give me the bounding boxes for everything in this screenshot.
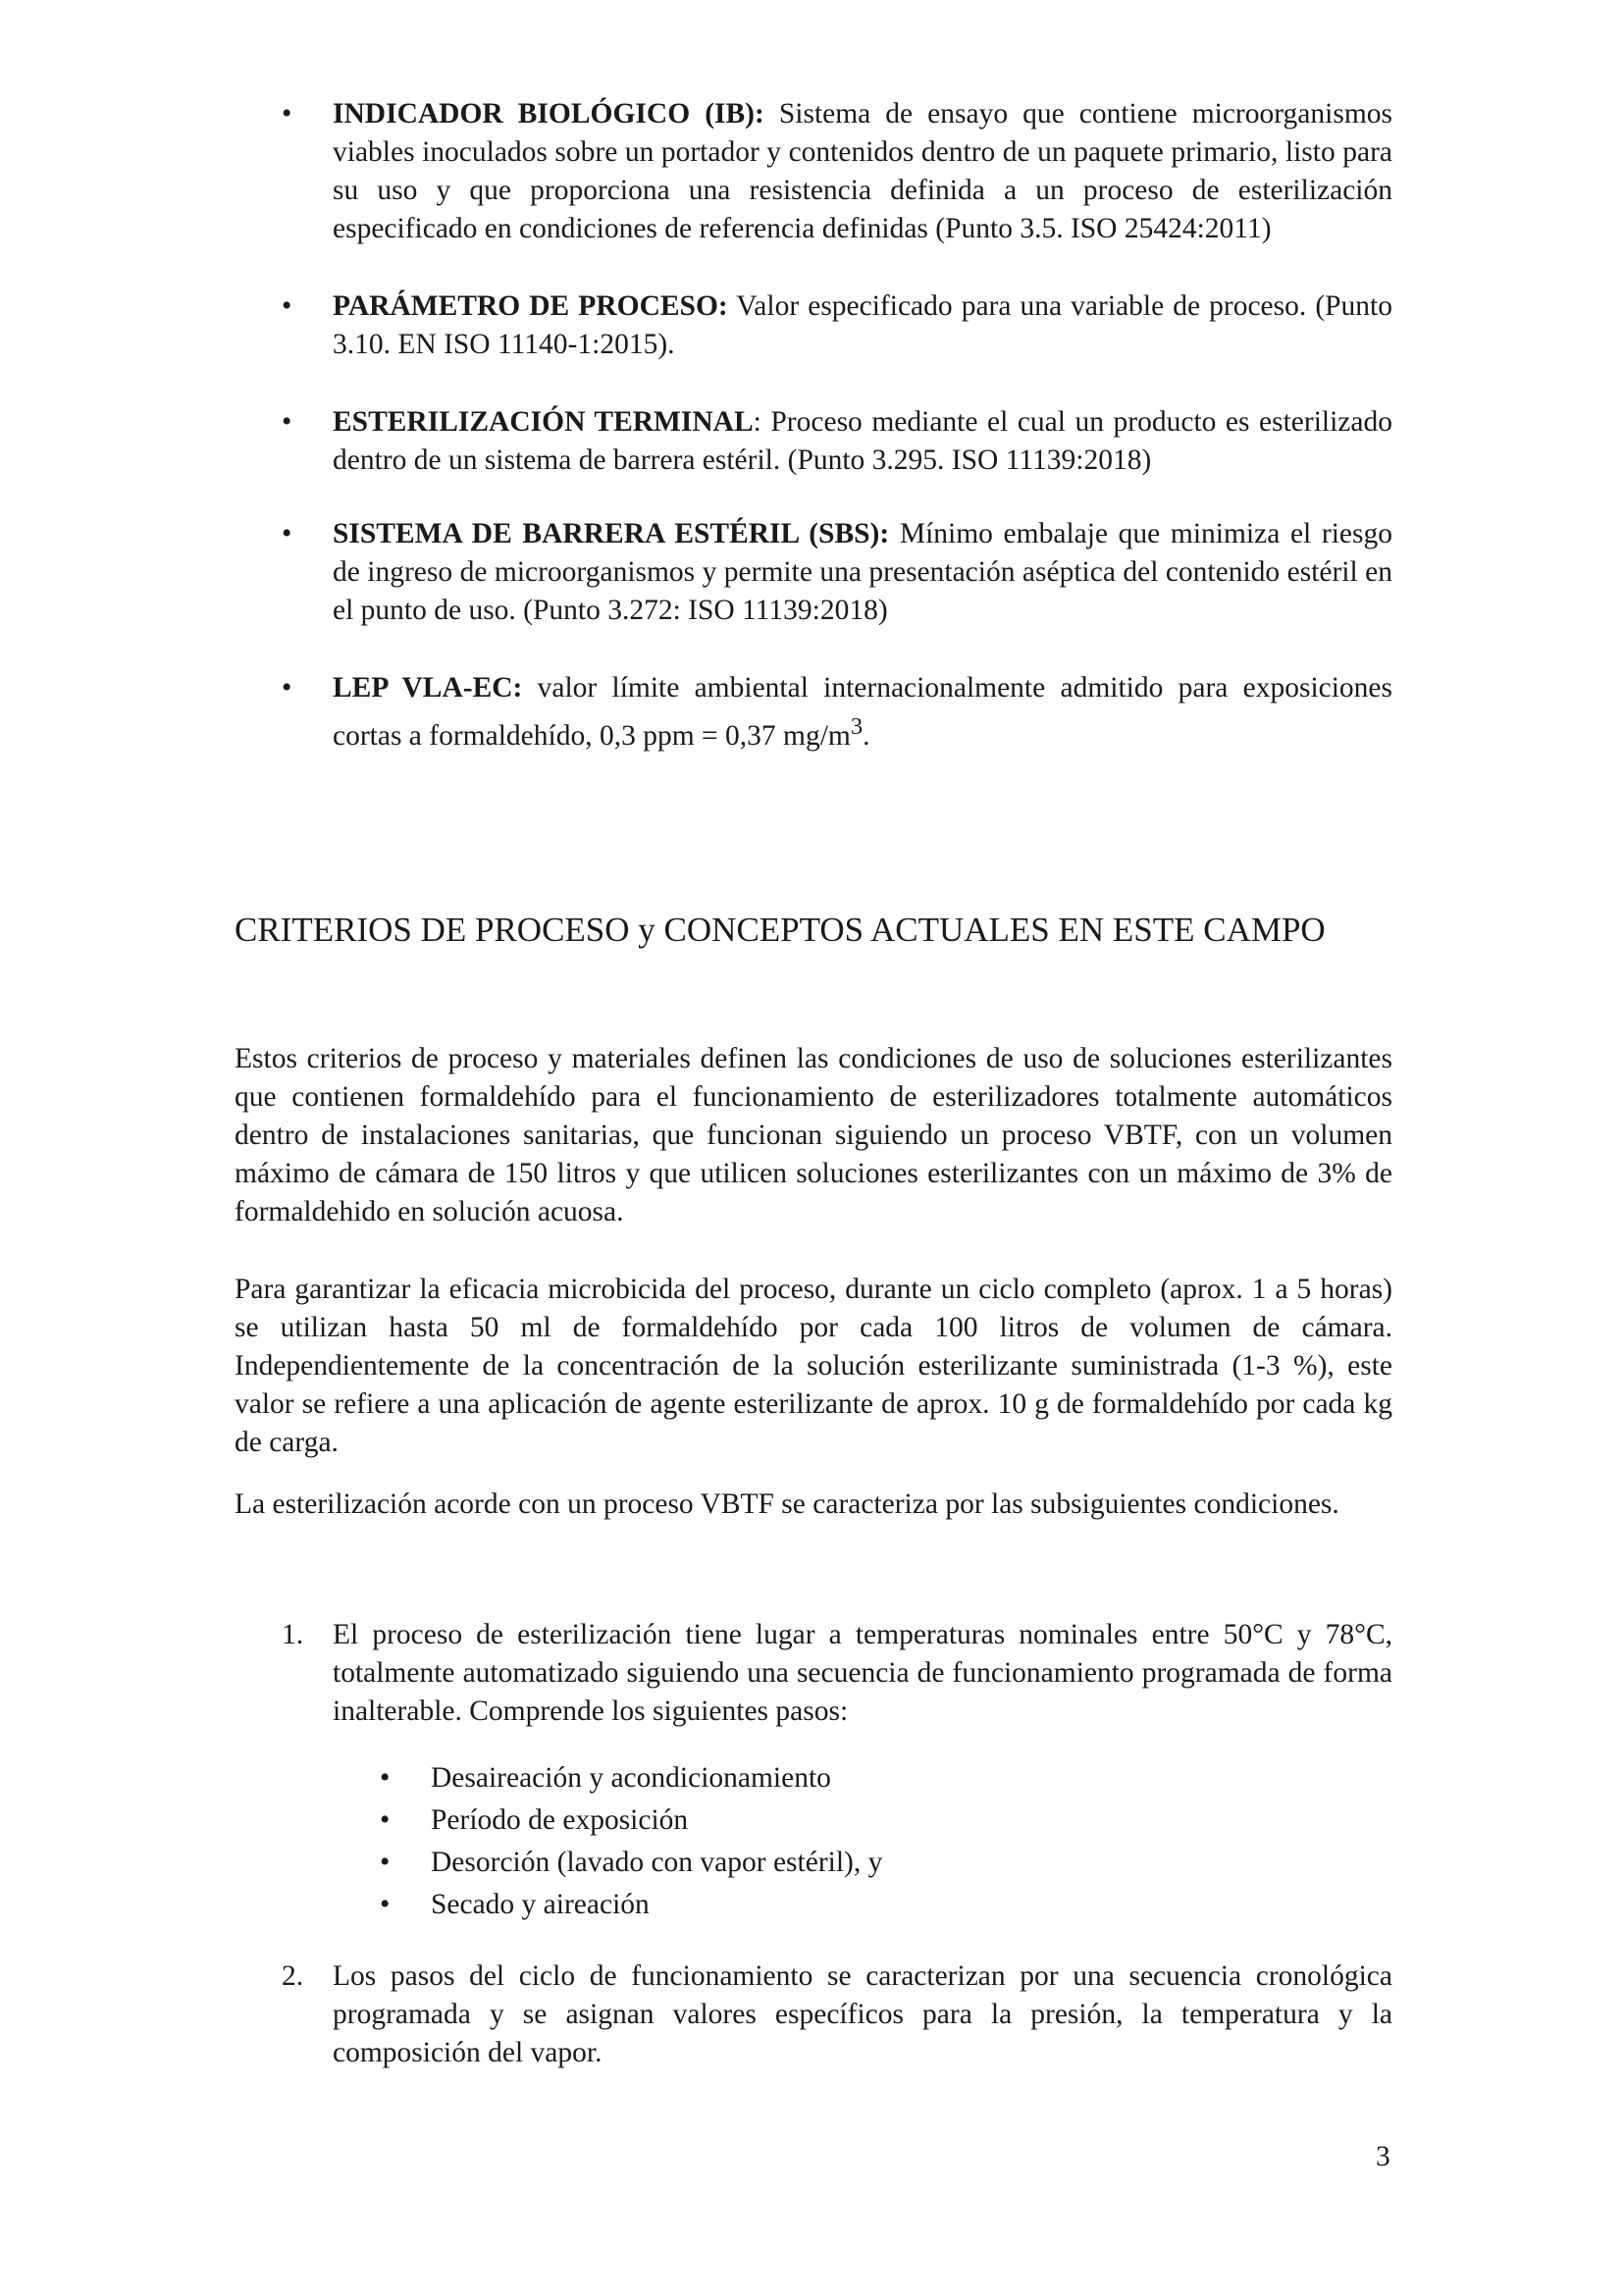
definition-text: Valor especificado para una variable de proceso. (Punto 3.10. EN ISO 11140-1:2015). [333,290,1392,360]
section-heading: CRITERIOS DE PROCESO y CONCEPTOS ACTUALES EN ESTE CAMPO [235,911,1326,949]
definition-text: Mínimo embalaje que minimiza el riesgo de ingreso de microorganismos y permite una presentación aséptica del contenido estéril en el punto de uso. (Punto 3.272: ISO 11139:2018) [333,518,1392,626]
bullet-dot: • [380,1804,391,1836]
item-text: Los pasos del ciclo de funcionamiento se caracterizan por una secuencia cronológica programada y se asignan valores específicos para la presión, la temperatura y la composición del vapor. [333,1960,1392,2068]
item-text: El proceso de esterilización tiene lugar a temperaturas nominales entre 50°C y 78°C, totalmente automatizado siguiendo una secuencia de funcionamiento programada de forma inalterable. Comprende los siguientes pasos: [333,1619,1392,1727]
sub-steps-list [380,1759,882,1928]
definition-term: PARÁMETRO DE PROCESO: [333,290,728,322]
definition-term: SISTEMA DE BARRERA ESTÉRIL (SBS): [333,518,890,549]
paragraph: La esterilización acorde con un proceso VBTF se caracteriza por las subsiguientes condiciones. [235,1488,1339,1520]
bullet-dot: • [380,1762,391,1794]
paragraph: Estos criterios de proceso y materiales definen las condiciones de uso de soluciones esterilizantes que contienen formaldehído para el funcionamiento de esterilizadores totalmente automáticos dentro de instalaciones sanitarias, que funcionan siguiendo un proceso VBTF, con un volumen máximo de cámara de 150 litros y que utilicen soluciones esterilizantes con un máximo de 3% de formaldehido en solución acuosa. [235,1043,1392,1227]
definition-item [282,515,1392,630]
item-number: 2. [282,1960,304,1992]
numbered-item [282,1957,1392,2072]
bullet-dot: • [282,406,292,438]
definition-item [282,95,1392,248]
definition-item [282,403,1392,480]
sub-step-item [380,1844,882,1886]
bullet-dot: • [282,672,292,704]
definition-item [282,669,1393,756]
numbered-list [282,1616,1392,1731]
superscript: 3 [850,713,864,740]
definition-text: Sistema de ensayo que contiene microorganismos viables inoculados sobre un portador y contenidos dentro de un paquete primario, listo para su uso y que proporciona una resistencia definida a un proceso de esterilización especificado en condiciones de referencia definidas (Punto 3.5. ISO 25424:2011) [333,98,1392,244]
sub-step-text: Desaireación y acondicionamiento [431,1762,831,1794]
bullet-dot: • [282,518,292,549]
sub-step-item [380,1759,882,1801]
sub-step-item [380,1801,882,1844]
bullet-dot: • [282,98,292,130]
definition-term: LEP VLA-EC: [333,672,523,704]
page-number: 3 [1376,2141,1390,2172]
definition-term: ESTERILIZACIÓN TERMINAL [333,406,754,438]
sub-step-text: Secado y aireación [431,1889,650,1920]
definition-tail: . [863,719,870,752]
definition-text: valor límite ambiental internacionalmente admitido para exposiciones cortas a formaldehído, 0,3 ppm = 0,37 mg/m [333,672,1393,752]
numbered-item [282,1616,1392,1731]
bullet-dot: • [282,290,292,322]
bullet-dot: • [380,1847,391,1878]
definition-text: : Proceso mediante el cual un producto es esterilizado dentro de un sistema de barrera estéril. (Punto 3.295. ISO 11139:2018) [333,406,1392,476]
definition-item [282,287,1392,364]
sub-step-text: Desorción (lavado con vapor estéril), y [431,1847,883,1878]
sub-step-text: Período de exposición [431,1804,689,1836]
numbered-list [282,1957,1392,2072]
bullet-dot: • [380,1889,391,1920]
paragraph: Para garantizar la eficacia microbicida del proceso, durante un ciclo completo (aprox. 1 a 5 horas) se utilizan hasta 50 ml de formaldehído por cada 100 litros de volumen de cámara. Independientemente de la concentración de la solución esterilizante suministrada (1-3 %), este valor se refiere a una aplicación de agente esterilizante de aprox. 10 g de formaldehído por cada kg de carga. [235,1274,1392,1458]
definition-term: INDICADOR BIOLÓGICO (IB): [333,98,764,130]
item-number: 1. [282,1619,304,1650]
sub-step-item [380,1886,882,1928]
definitions-list [282,95,1392,795]
